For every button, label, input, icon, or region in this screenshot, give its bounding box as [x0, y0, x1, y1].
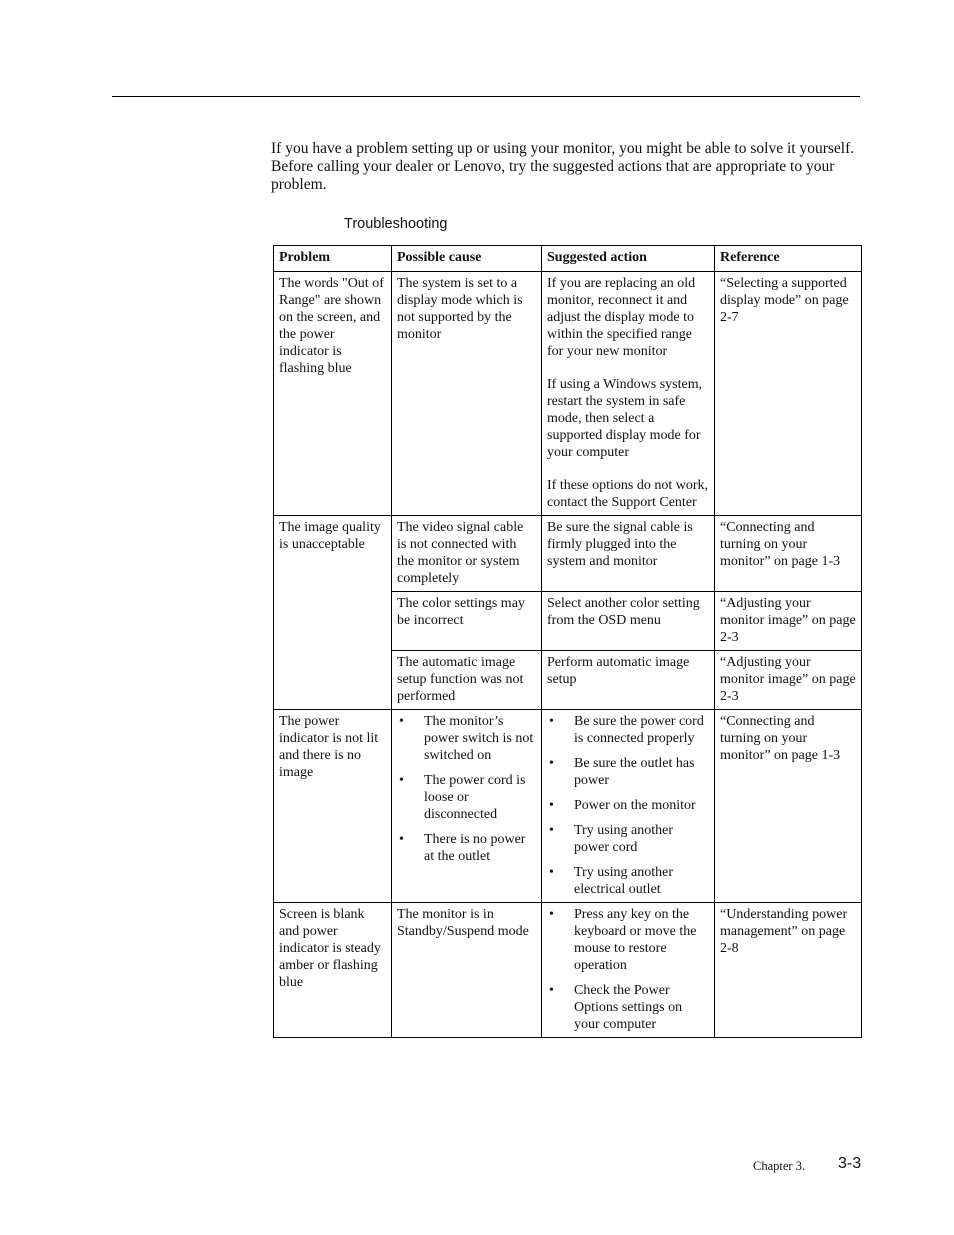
table-header-row: [274, 246, 862, 272]
problem-cell: The words "Out of Range" are shown on the screen, and the power indicator is flashing blue: [274, 272, 392, 516]
bullet-marker: •: [399, 714, 404, 729]
bullet-text: Press any key on the keyboard or move the mouse to restore operation: [574, 907, 697, 973]
cause-cell: The monitor is in Standby/Suspend mode: [392, 903, 542, 1038]
bullet-item: [547, 906, 709, 974]
table-row: [274, 272, 862, 516]
bullet-text: Try using another power cord: [574, 823, 674, 855]
bullet-marker: •: [549, 756, 554, 771]
cause-cell: The video signal cable is not connected with the monitor or system completely: [392, 516, 542, 592]
action-cell: Select another color setting from the OSD menu: [542, 592, 715, 651]
action-cell: [542, 903, 715, 1038]
bullet-text: Power on the monitor: [574, 798, 696, 813]
action-bullet-list: [547, 713, 709, 898]
bullet-marker: •: [549, 823, 554, 838]
bullet-item: [397, 831, 536, 865]
header-rule: [112, 96, 860, 97]
troubleshooting-table: [273, 245, 862, 1038]
header-problem: Problem: [274, 246, 392, 272]
problem-cell: Screen is blank and power indicator is steady amber or flashing blue: [274, 903, 392, 1038]
footer-page-number: 3-3: [838, 1155, 862, 1172]
header-reference: Reference: [715, 246, 862, 272]
bullet-text: There is no power at the outlet: [424, 832, 526, 864]
cause-bullet-list: [397, 713, 536, 865]
table-row: [274, 903, 862, 1038]
bullet-text: Be sure the outlet has power: [574, 756, 695, 788]
reference-cell: “Adjusting your monitor image” on page 2-3: [715, 651, 862, 710]
intro-paragraph: If you have a problem setting up or using your monitor, you might be able to solve it yourself. Before calling your dealer or Lenovo, try the suggested actions that are appropriate to your problem.: [271, 140, 855, 193]
reference-cell: “Adjusting your monitor image” on page 2-3: [715, 592, 862, 651]
bullet-item: [547, 982, 709, 1033]
reference-cell: “Connecting and turning on your monitor” on page 1-3: [715, 516, 862, 592]
bullet-text: Try using another electrical outlet: [574, 865, 674, 897]
bullet-marker: •: [399, 773, 404, 788]
bullet-item: [547, 755, 709, 789]
header-possible-cause: Possible cause: [392, 246, 542, 272]
bullet-item: [547, 864, 709, 898]
action-paragraph: If these options do not work, contact the Support Center: [547, 478, 708, 510]
reference-cell: “Understanding power management” on page 2-8: [715, 903, 862, 1038]
cause-cell: [392, 710, 542, 903]
bullet-text: The monitor’s power switch is not switched on: [424, 714, 534, 763]
bullet-item: [397, 713, 536, 764]
bullet-text: Be sure the power cord is connected properly: [574, 714, 704, 746]
cause-cell: The color settings may be incorrect: [392, 592, 542, 651]
cause-cell: The automatic image setup function was not performed: [392, 651, 542, 710]
bullet-marker: •: [399, 832, 404, 847]
problem-cell: The image quality is unacceptable: [274, 516, 392, 710]
action-cell: [542, 710, 715, 903]
bullet-marker: •: [549, 714, 554, 729]
reference-cell: “Connecting and turning on your monitor” on page 1-3: [715, 710, 862, 903]
problem-cell: The power indicator is not lit and there is no image: [274, 710, 392, 903]
action-bullet-list: [547, 906, 709, 1033]
header-suggested-action: Suggested action: [542, 246, 715, 272]
cause-cell: The system is set to a display mode which is not supported by the monitor: [392, 272, 542, 516]
bullet-item: [397, 772, 536, 823]
table-row: [274, 710, 862, 903]
action-cell: [542, 272, 715, 516]
action-cell: Be sure the signal cable is firmly plugged into the system and monitor: [542, 516, 715, 592]
bullet-item: [547, 713, 709, 747]
footer-chapter: Chapter 3.: [753, 1159, 806, 1173]
bullet-text: Check the Power Options settings on your computer: [574, 983, 683, 1032]
action-paragraph: If you are replacing an old monitor, reconnect it and adjust the display mode to within the specified range for your new monitor: [547, 276, 696, 359]
bullet-marker: •: [549, 907, 554, 922]
table-row: [274, 516, 862, 592]
reference-cell: “Selecting a supported display mode” on page 2-7: [715, 272, 862, 516]
table-caption: Troubleshooting: [344, 216, 448, 232]
bullet-marker: •: [549, 798, 554, 813]
bullet-text: The power cord is loose or disconnected: [424, 773, 526, 822]
bullet-marker: •: [549, 865, 554, 880]
bullet-item: [547, 797, 709, 814]
bullet-marker: •: [549, 983, 554, 998]
action-cell: Perform automatic image setup: [542, 651, 715, 710]
action-paragraph: If using a Windows system, restart the system in safe mode, then select a supported display mode for your computer: [547, 377, 703, 460]
bullet-item: [547, 822, 709, 856]
